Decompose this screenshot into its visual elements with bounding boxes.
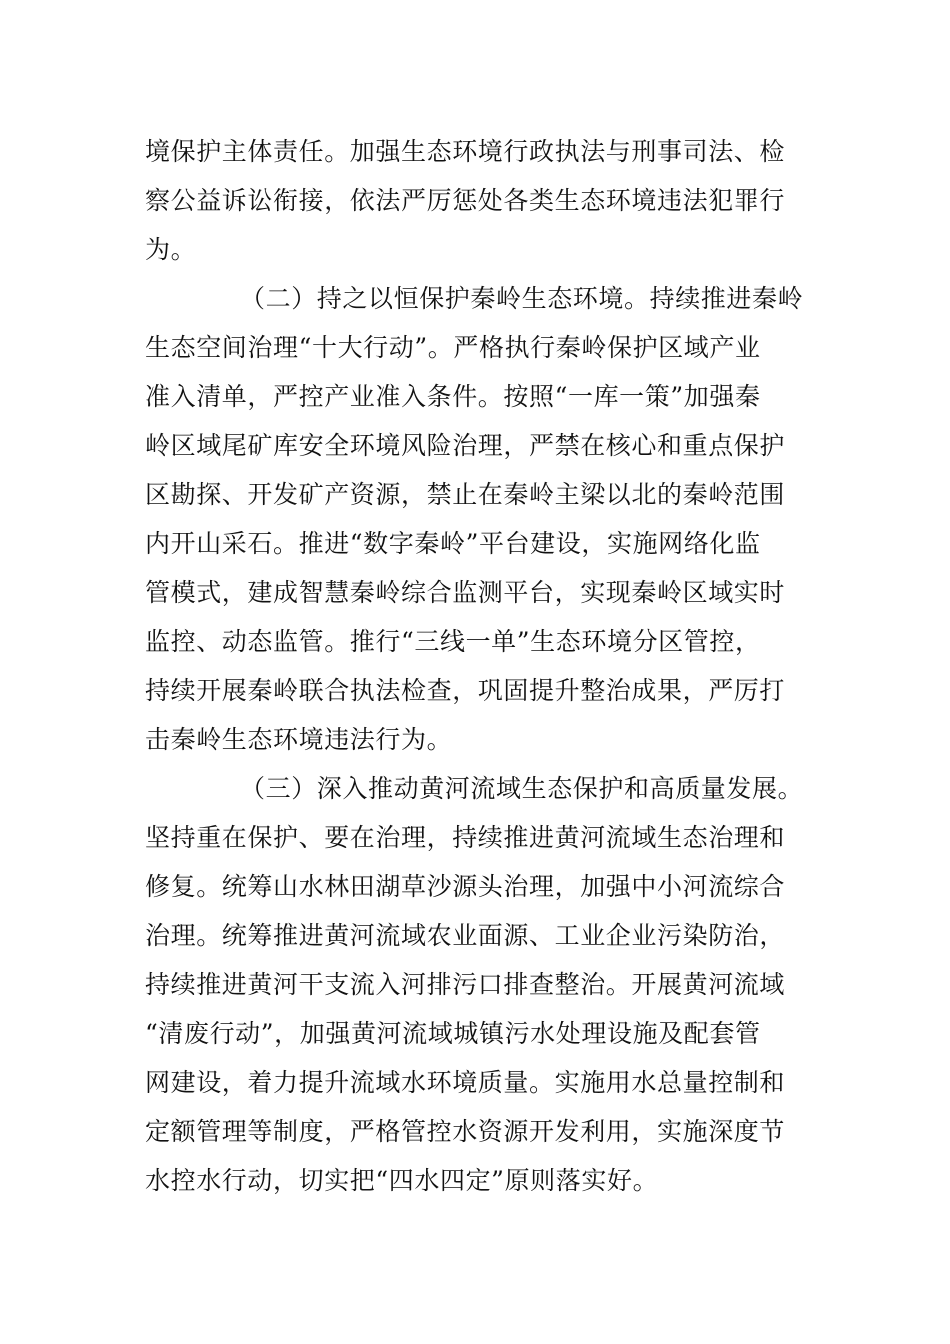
text-line: 定额管理等制度，严格管控水资源开发利用，实施深度节 [145, 1117, 786, 1146]
text-line: 境保护主体责任。加强生态环境行政执法与刑事司法、检 [145, 137, 786, 166]
text-line: 准入清单，严控产业准入条件。按照“一库一策”加强秦 [145, 382, 761, 411]
text-line: 内开山采石。推进“数字秦岭”平台建设，实施网络化监 [145, 529, 761, 558]
text-line: 持续推进黄河干支流入河排污口排查整治。开展黄河流域 [145, 970, 786, 999]
text-line: 岭区域尾矿库安全环境风险治理，严禁在核心和重点保护 [145, 431, 786, 460]
text-line: 治理。统筹推进黄河流域农业面源、工业企业污染防治， [145, 921, 786, 950]
text-line: 坚持重在保护、要在治理，持续推进黄河流域生态治理和 [145, 823, 786, 852]
text-line: 修复。统筹山水林田湖草沙源头治理，加强中小河流综合 [145, 872, 786, 901]
text-line: 监控、动态监管。推行“三线一单”生态环境分区管控， [145, 627, 761, 656]
text-line: 水控水行动，切实把“四水四定”原则落实好。 [145, 1166, 659, 1195]
text-line: 生态空间治理“十大行动”。严格执行秦岭保护区域产业 [145, 333, 761, 362]
text-line: 察公益诉讼衔接，依法严厉惩处各类生态环境违法犯罪行 [145, 186, 786, 215]
text-line: 为。 [145, 235, 197, 264]
section-heading-2: （二）持之以恒保护秦岭生态环境。持续推进秦岭 [240, 284, 804, 313]
section-heading-3: （三）深入推动黄河流域生态保护和高质量发展。 [240, 774, 804, 803]
text-line: 持续开展秦岭联合执法检查，巩固提升整治成果，严厉打 [145, 676, 786, 705]
text-line: 网建设，着力提升流域水环境质量。实施用水总量控制和 [145, 1068, 786, 1097]
text-line: 区勘探、开发矿产资源，禁止在秦岭主梁以北的秦岭范围 [145, 480, 786, 509]
text-line: “清废行动”，加强黄河流域城镇污水处理设施及配套管 [145, 1019, 761, 1048]
text-line: 击秦岭生态环境违法行为。 [145, 725, 453, 754]
text-line: 管模式，建成智慧秦岭综合监测平台，实现秦岭区域实时 [145, 578, 786, 607]
